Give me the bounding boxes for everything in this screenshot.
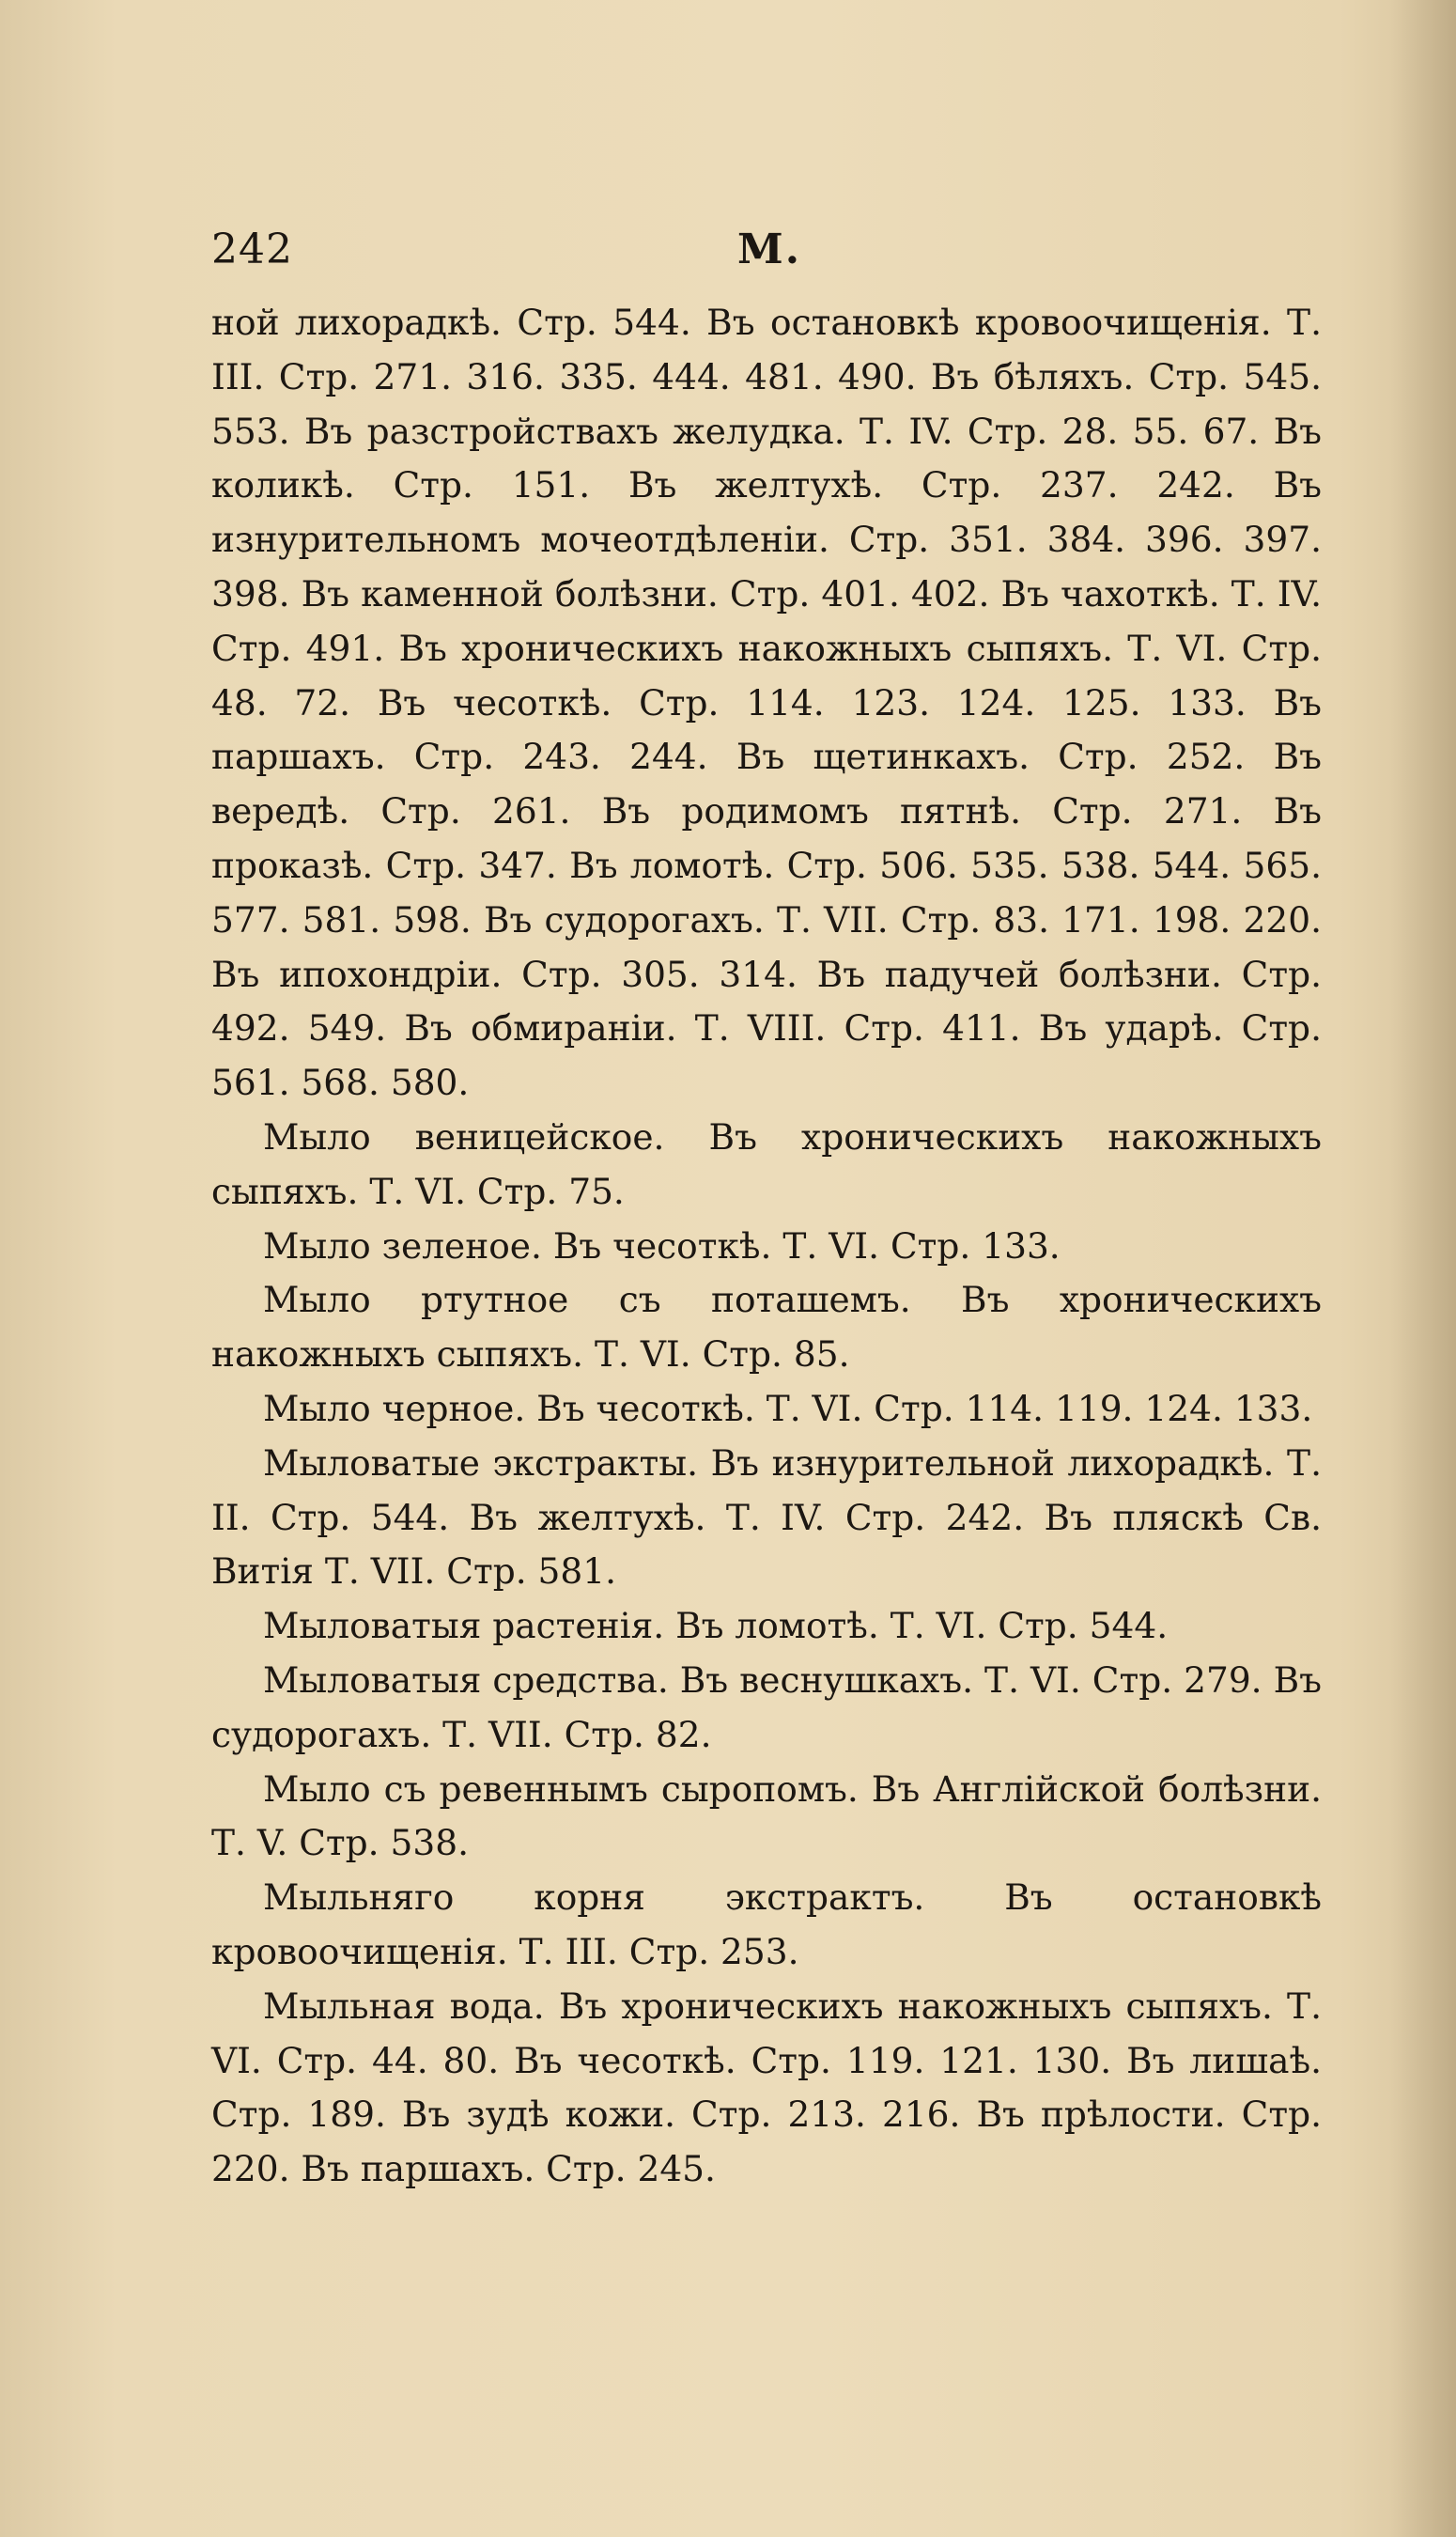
index-entry: Мыло черное. Въ чесоткѣ. Т. VI. Стр. 114. 119. 124. 133. [263, 1387, 1313, 1429]
index-entry: Мыло веницейское. Въ хроническихъ накожныхъ сыпяхъ. Т. VI. Стр. 75. [211, 1115, 1322, 1212]
index-entry: Мыловатые экстракты. Въ изнурительной лихорадкѣ. Т. II. Стр. 544. Въ желтухѣ. Т. IV. Стр. 242. Въ пляскѣ Св. Витія Т. VII. Стр. 581. [211, 1441, 1322, 1593]
index-entry-continuation: ной лихорадкѣ. Стр. 544. Въ остановкѣ кровоочищенія. Т. III. Стр. 271. 316. 335. 444. 481. 490. Въ бѣляхъ. Стр. 545. 553. Въ разстройствахъ желудка. Т. IV. Стр. 28. 55. 67. Въ коликѣ. Стр. 151. Въ желтухѣ. Стр. 237. 242. Въ изнурительномъ мочеотдѣленіи. Стр. 351. 384. 396. 397. 398. Въ каменной болѣзни. Стр. 401. 402. Въ чахоткѣ. Т. IV. Стр. 491. Въ хроническихъ накожныхъ сыпяхъ. Т. VI. Стр. 48. 72. Въ чесоткѣ. Стр. 114. 123. 124. 125. 133. Въ паршахъ. Стр. 243. 244. Въ щетинкахъ. Стр. 252. Въ вередѣ. Стр. 261. Въ родимомъ пятнѣ. Стр. 271. Въ проказѣ. Стр. 347. Въ ломотѣ. Стр. 506. 535. 538. 544. 565. 577. 581. 598. Въ судорогахъ. Т. VII. Стр. 83. 171. 198. 220. Въ ипохондріи. Стр. 305. 314. Въ падучей болѣзни. Стр. 492. 549. Въ обмираніи. Т. VIII. Стр. 411. Въ ударѣ. Стр. 561. 568. 580. [211, 302, 1322, 1104]
index-text-block [211, 296, 1322, 2197]
index-entry: Мыловатыя растенія. Въ ломотѣ. Т. VI. Стр. 544. [263, 1605, 1169, 1647]
index-entry: Мыло съ ревеннымъ сыропомъ. Въ Англійской болѣзни. Т. V. Стр. 538. [211, 1767, 1322, 1864]
index-entry: Мыльная вода. Въ хроническихъ накожныхъ сыпяхъ. Т. VI. Стр. 44. 80. Въ чесоткѣ. Стр. 119. 121. 130. Въ лишаѣ. Стр. 189. Въ зудѣ кожи. Стр. 213. 216. Въ прѣлости. Стр. 220. Въ паршахъ. Стр. 245. [211, 1984, 1322, 2190]
index-entry: Мыло ртутное съ поташемъ. Въ хроническихъ накожныхъ сыпяхъ. Т. VI. Стр. 85. [211, 1279, 1322, 1376]
page-edge-shadow [1390, 0, 1456, 2537]
page-number: 242 [211, 226, 293, 273]
index-entry: Мыловатыя средства. Въ веснушкахъ. Т. VI. Стр. 279. Въ судорогахъ. Т. VII. Стр. 82. [211, 1658, 1322, 1755]
page-header [211, 226, 1320, 282]
index-entry: Мыло зеленое. Въ чесоткѣ. Т. VI. Стр. 133. [263, 1224, 1061, 1267]
running-head: М. [737, 226, 802, 273]
index-entry: Мыльняго корня экстрактъ. Въ остановкѣ кровоочищенія. Т. III. Стр. 253. [211, 1876, 1322, 1972]
